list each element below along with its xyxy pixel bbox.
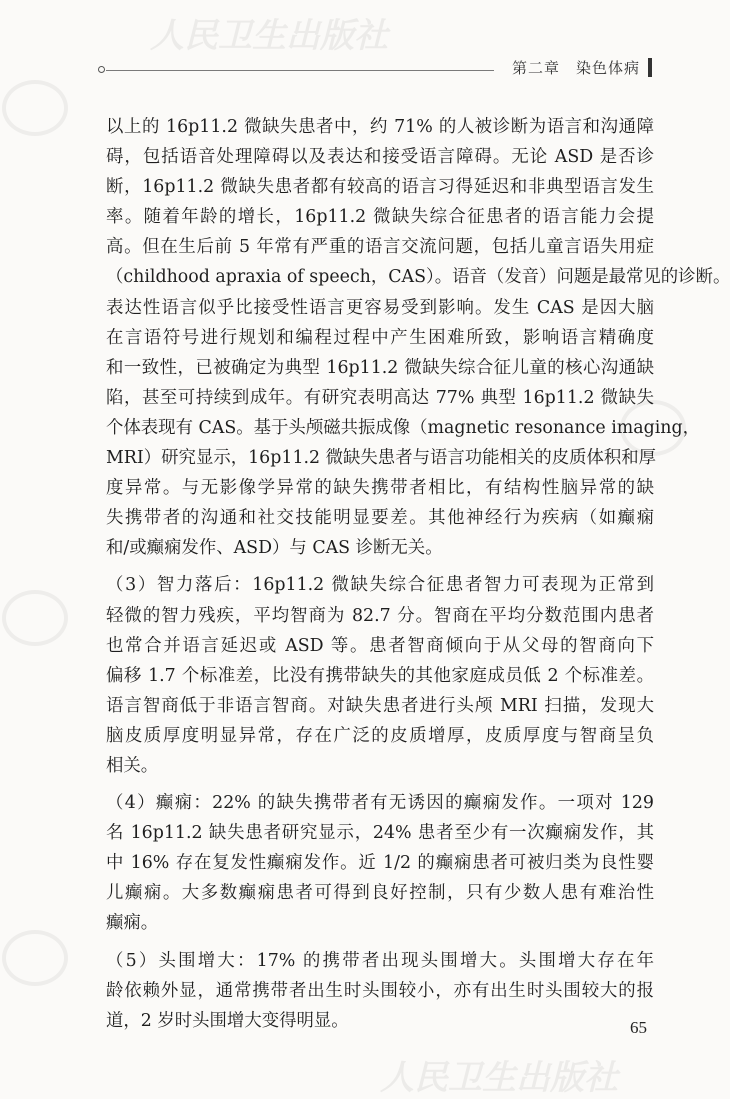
paragraph-gap — [106, 563, 654, 570]
watermark-logo-icon — [2, 930, 68, 986]
text-line: 儿癫痫。大多数癫痫患者可得到良好控制，只有少数人患有难治性 — [106, 883, 654, 904]
text-line: 和一致性，已被确定为典型 16p11.2 微缺失综合征儿童的核心沟通缺 — [106, 357, 654, 378]
text-line: 碍，包括语音处理障碍以及表达和接受语言障碍。无论 ASD 是否诊 — [106, 147, 654, 168]
text-line: （childhood apraxia of speech，CAS）。语音（发音）问题是最常见的诊断。 — [106, 267, 730, 288]
paragraph — [106, 112, 730, 563]
text-line: 和/或癫痫发作、ASD）与 CAS 诊断无关。 — [106, 538, 443, 559]
text-line: （3）智力落后：16p11.2 微缺失综合征患者智力可表现为正常到 — [106, 575, 654, 596]
text-line: 高。但在生后前 5 年常有严重的语言交流问题，包括儿童言语失用症 — [106, 237, 654, 258]
text-line: （5）头围增大：17% 的携带者出现头围增大。头围增大存在年 — [106, 950, 654, 971]
paragraph-gap — [106, 939, 654, 946]
paragraph — [106, 788, 654, 938]
text-line: 以上的 16p11.2 微缺失患者中，约 71% 的人被诊断为语言和沟通障 — [106, 117, 654, 137]
text-line: 龄依赖外显，通常携带者出生时头围较小，亦有出生时头围较大的报 — [106, 980, 654, 1001]
header-rule — [106, 70, 494, 71]
text-line: 个体表现有 CAS。基于头颅磁共振成像（magnetic resonance imaging， — [106, 417, 701, 438]
text-line: 语言智商低于非语言智商。对缺失患者进行头颅 MRI 扫描，发现大 — [106, 695, 654, 716]
watermark-logo-icon — [2, 590, 68, 646]
text-line: 表达性语言似乎比接受性语言更容易受到影响。发生 CAS 是因大脑 — [106, 297, 654, 318]
text-line: MRI）研究显示，16p11.2 微缺失患者与语言功能相关的皮质体积和厚 — [106, 448, 657, 469]
text-line: 也常合并语言延迟或 ASD 等。患者智商倾向于从父母的智商向下 — [106, 635, 654, 656]
text-line: 断，16p11.2 微缺失患者都有较高的语言习得延迟和非典型语言发生 — [106, 177, 654, 198]
page-number: 65 — [630, 1018, 647, 1037]
text-line: 度异常。与无影像学异常的缺失携带者相比，有结构性脑异常的缺 — [106, 478, 654, 499]
text-line: 陷，甚至可持续到成年。有研究表明高达 77% 典型 16p11.2 微缺失 — [106, 387, 654, 408]
text-line: 轻微的智力残疾，平均智商为 82.7 分。智商在平均分数范围内患者 — [106, 605, 654, 626]
text-line: 中 16% 存在复发性癫痫发作。近 1/2 的癫痫患者可被归类为良性婴 — [106, 853, 654, 874]
paragraph — [106, 570, 654, 781]
watermark-text: 人民卫生出版社 — [150, 16, 388, 56]
chapter-title: 第二章 染色体病 — [511, 59, 640, 77]
text-line: 在言语符号进行规划和编程过程中产生困难所致，影响语言精确度 — [106, 327, 654, 348]
text-line: 癫痫。 — [106, 913, 159, 934]
text-line: 道，2 岁时头围增大变得明显。 — [106, 1010, 349, 1031]
text-line: 失携带者的沟通和社交技能明显要差。其他神经行为疾病（如癫痫 — [106, 508, 654, 529]
watermark-text: 人民卫生出版社 — [380, 1058, 618, 1098]
paragraph-gap — [106, 781, 654, 788]
paragraph — [106, 946, 654, 1036]
header-bar — [648, 58, 652, 77]
running-header — [98, 55, 654, 85]
text-line: 名 16p11.2 缺失患者研究显示，24% 患者至少有一次癫痫发作，其 — [106, 823, 654, 844]
watermark-logo-icon — [2, 80, 68, 136]
text-line: （4）癫痫：22% 的缺失携带者有无诱因的癫痫发作。一项对 129 — [106, 793, 654, 814]
text-line: 相关。 — [106, 755, 159, 776]
header-dot-icon — [98, 66, 105, 73]
text-line: 率。随着年龄的增长，16p11.2 微缺失综合征患者的语言能力会提 — [106, 207, 654, 228]
text-line: 偏移 1.7 个标准差，比没有携带缺失的其他家庭成员低 2 个标准差。 — [106, 665, 654, 686]
page-body — [106, 112, 730, 1036]
text-line: 脑皮质厚度明显异常，存在广泛的皮质增厚，皮质厚度与智商呈负 — [106, 725, 654, 746]
